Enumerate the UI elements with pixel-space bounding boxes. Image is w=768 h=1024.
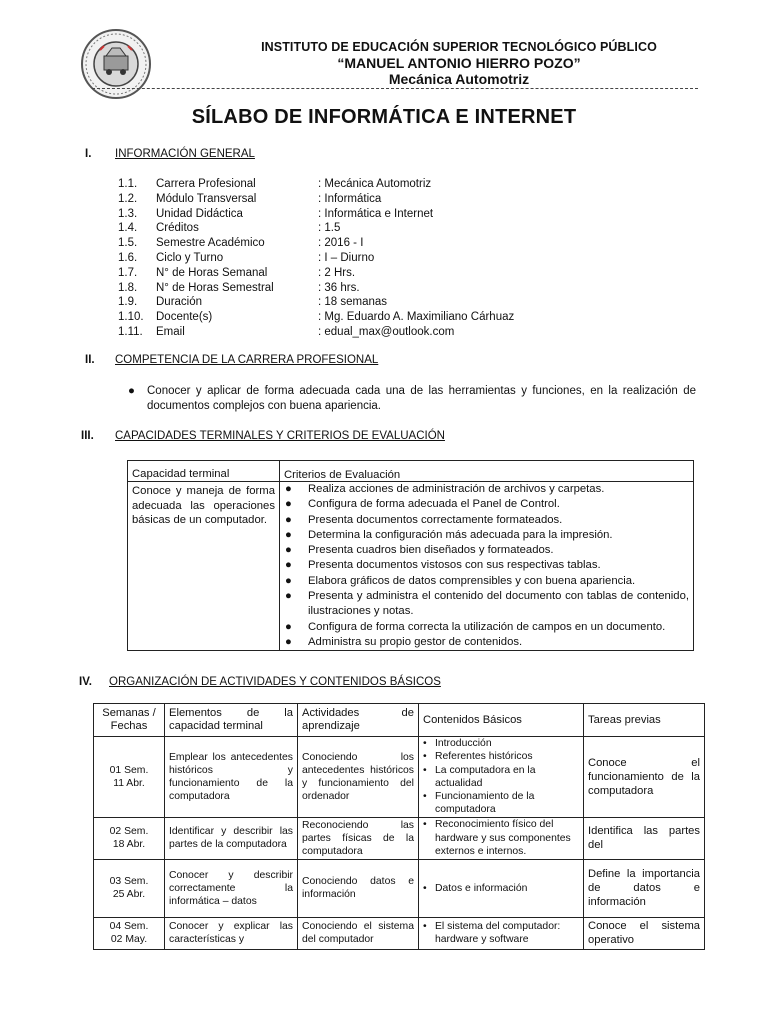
tareas-cell: Define la importancia de datos e información <box>584 859 705 917</box>
table-row <box>94 737 705 818</box>
contenido-text: Funcionamiento de la computadora <box>435 791 535 816</box>
info-number: 1.4. <box>118 222 138 235</box>
criterio-text: Administra su propio gestor de contenidos. <box>308 635 523 648</box>
criterio-text: Realiza acciones de administración de archivos y carpetas. <box>308 483 605 495</box>
column-header: Semanas / Fechas <box>94 704 165 737</box>
list-item <box>284 574 689 589</box>
section-number: IV. <box>79 676 93 688</box>
tareas-cell: Identifica las partes del <box>584 817 705 859</box>
bullet-icon: • <box>423 882 427 894</box>
list-item <box>284 482 689 497</box>
actividades-cell: Conociendo datos e información <box>298 859 419 917</box>
table-row <box>128 482 694 651</box>
info-label: Carrera Profesional <box>156 178 256 190</box>
header-divider <box>92 88 698 89</box>
section-title: COMPETENCIA DE LA CARRERA PROFESIONAL <box>115 354 379 366</box>
info-label: N° de Horas Semestral <box>156 281 274 294</box>
info-number: 1.9. <box>118 296 138 309</box>
contenidos-list <box>423 882 579 895</box>
week-label: 01 Sem. <box>109 764 149 776</box>
list-item <box>423 818 579 858</box>
institution-name: INSTITUTO DE EDUCACIÓN SUPERIOR TECNOLÓGICO PÚBLICO <box>261 40 657 54</box>
criterio-text: Presenta documentos correctamente formateados. <box>308 513 563 526</box>
actividades-cell: Reconociendo las partes físicas de la computadora <box>298 817 419 859</box>
week-cell <box>94 817 165 859</box>
criterio-text: Presenta y administra el contenido del documento con tablas de contenido, ilustraciones y notas. <box>308 590 689 618</box>
section-number: III. <box>81 430 94 442</box>
info-value: : Mecánica Automotriz <box>318 178 432 190</box>
list-item <box>284 513 689 528</box>
organizacion-table <box>93 703 705 950</box>
bullet-icon: ● <box>285 574 292 587</box>
info-label: Ciclo y Turno <box>156 251 224 264</box>
bullet-icon: ● <box>285 544 292 557</box>
info-label: N° de Horas Semanal <box>156 266 268 279</box>
info-label: Email <box>156 325 185 338</box>
institution-header <box>150 40 768 87</box>
contenidos-cell <box>419 817 584 859</box>
date-label: 02 May. <box>110 934 148 946</box>
info-number: 1.6. <box>118 251 138 264</box>
column-header: Capacidad terminal <box>128 461 280 482</box>
info-number: 1.7. <box>118 266 138 279</box>
tareas-cell: Conoce el funcionamiento de la computadora <box>584 737 705 818</box>
contenidos-cell <box>419 859 584 917</box>
info-value: : Informática <box>318 192 382 205</box>
info-label: Semestre Académico <box>156 237 265 250</box>
info-value: : Informática e Internet <box>318 207 434 220</box>
list-item <box>423 764 579 791</box>
week-label: 04 Sem. <box>109 921 149 933</box>
actividades-cell: Conociendo el sistema del computador <box>298 917 419 949</box>
bullet-icon: ● <box>285 528 292 541</box>
table-header-row <box>94 704 705 737</box>
bullet-icon: ● <box>285 590 292 603</box>
info-value: : edual_max@outlook.com <box>318 325 455 338</box>
table-row <box>94 917 705 949</box>
date-label: 11 Abr. <box>113 777 145 789</box>
criterio-text: Presenta cuadros bien diseñados y formateados. <box>308 544 554 557</box>
institution-subname: “MANUEL ANTONIO HIERRO POZO” <box>337 55 581 71</box>
section-title: ORGANIZACIÓN DE ACTIVIDADES Y CONTENIDOS BÁSICOS <box>109 676 441 688</box>
info-label: Docente(s) <box>156 311 213 324</box>
bullet-icon: • <box>423 819 427 831</box>
tareas-cell: Conoce el sistema operativo <box>584 917 705 949</box>
bullet-icon: ● <box>285 483 292 495</box>
elementos-cell: Emplear los antecedentes históricos y funcionamiento de la computadora <box>165 737 298 818</box>
criterio-text: Elabora gráficos de datos comprensibles y con buena apariencia. <box>308 574 636 587</box>
contenidos-cell <box>419 737 584 818</box>
week-label: 03 Sem. <box>109 876 149 888</box>
list-item <box>284 635 689 650</box>
table-row <box>94 859 705 917</box>
capacidades-table <box>127 460 694 651</box>
elementos-cell: Identificar y describir las partes de la computadora <box>165 817 298 859</box>
contenido-text: La computadora en la actualidad <box>435 764 536 789</box>
criterios-cell <box>280 482 694 651</box>
column-header: Tareas previas <box>584 704 705 737</box>
section-title: INFORMACIÓN GENERAL <box>115 148 255 160</box>
bullet-icon: • <box>423 791 427 803</box>
elementos-cell: Conocer y describir correctamente la informática – datos <box>165 859 298 917</box>
table-header-row <box>128 461 694 482</box>
bullet-icon: ● <box>285 513 292 526</box>
info-label: Unidad Didáctica <box>156 207 243 220</box>
criterio-text: Configura de forma correcta la utilización de campos en un documento. <box>308 620 666 633</box>
criterios-list <box>284 482 689 650</box>
contenidos-list <box>423 818 579 858</box>
info-number: 1.8. <box>118 281 138 294</box>
actividades-cell: Conociendo los antecedentes históricos y funcionamiento del ordenador <box>298 737 419 818</box>
column-header: Contenidos Básicos <box>419 704 584 737</box>
date-label: 25 Abr. <box>112 889 146 901</box>
info-number: 1.3. <box>118 207 138 220</box>
contenido-text: Referentes históricos <box>435 751 533 763</box>
career-name: Mecánica Automotriz <box>388 71 530 87</box>
capacidad-cell: Conoce y maneja de forma adecuada las operaciones básicas de un computador. <box>128 482 280 651</box>
list-item <box>423 920 579 947</box>
info-number: 1.2. <box>118 192 138 205</box>
section-title: CAPACIDADES TERMINALES Y CRITERIOS DE EVALUACIÓN <box>115 430 445 442</box>
institute-seal-icon <box>80 28 152 100</box>
contenido-text: Introducción <box>435 738 492 749</box>
table-row <box>94 817 705 859</box>
bullet-icon: • <box>423 751 427 763</box>
week-cell <box>94 917 165 949</box>
info-value: : 2016 - I <box>318 237 364 250</box>
column-header: Elementos de la capacidad terminal <box>165 704 298 737</box>
list-item <box>284 497 689 512</box>
contenido-text: El sistema del computador: hardware y software <box>435 920 561 946</box>
week-cell <box>94 859 165 917</box>
contenidos-list <box>423 737 579 817</box>
list-item <box>284 558 689 573</box>
info-number: 1.10. <box>118 311 144 324</box>
contenidos-list <box>423 920 579 947</box>
bullet-icon: ● <box>285 498 292 511</box>
list-item <box>284 528 689 543</box>
date-label: 18 Abr. <box>112 839 146 851</box>
info-label: Créditos <box>156 222 199 235</box>
column-header: Actividades de aprendizaje <box>298 704 419 737</box>
info-value: : I – Diurno <box>318 251 375 264</box>
info-value: : 1.5 <box>318 222 341 235</box>
column-header: Criterios de Evaluación <box>280 461 694 482</box>
bullet-icon: • <box>423 738 427 749</box>
bullet-icon: ● <box>128 385 135 397</box>
week-cell <box>94 737 165 818</box>
document-title: SÍLABO DE INFORMÁTICA E INTERNET <box>191 106 577 128</box>
competencia-text: Conocer y aplicar de forma adecuada cada una de las herramientas y funciones, en la realización de documentos complejos con buena apariencia. <box>147 385 696 412</box>
info-value: : 18 semanas <box>318 296 388 309</box>
info-label: Duración <box>156 296 203 309</box>
list-item <box>423 750 579 763</box>
info-number: 1.11. <box>118 325 143 338</box>
elementos-cell: Conocer y explicar las características y <box>165 917 298 949</box>
list-item <box>423 737 579 750</box>
bullet-icon: • <box>423 764 427 776</box>
competencia-paragraph <box>128 384 696 414</box>
criterio-text: Presenta documentos vistosos con sus respectivas tablas. <box>308 559 601 572</box>
bullet-icon: ● <box>285 559 292 572</box>
info-value: : 2 Hrs. <box>318 266 356 279</box>
contenidos-cell <box>419 917 584 949</box>
section-number: I. <box>85 148 92 160</box>
info-value: : 36 hrs. <box>318 281 360 294</box>
criterio-text: Configura de forma adecuada el Panel de Control. <box>308 498 560 511</box>
bullet-icon: ● <box>285 620 292 633</box>
week-label: 02 Sem. <box>109 826 149 838</box>
bullet-icon: • <box>423 920 427 932</box>
list-item <box>423 790 579 817</box>
info-number: 1.5. <box>118 237 138 250</box>
list-item <box>284 620 689 635</box>
list-item <box>284 589 689 620</box>
bullet-icon: ● <box>285 635 292 648</box>
info-label: Módulo Transversal <box>156 192 257 205</box>
criterio-text: Determina la configuración más adecuada para la impresión. <box>308 528 613 541</box>
contenido-text: Reconocimiento físico del hardware y sus componentes externos e internos. <box>435 819 571 857</box>
list-item <box>423 882 579 895</box>
section-number: II. <box>85 354 95 366</box>
info-number: 1.1. <box>118 178 138 190</box>
list-item <box>284 543 689 558</box>
info-value: : Mg. Eduardo A. Maximiliano Cárhuaz <box>318 311 515 324</box>
contenido-text: Datos e información <box>435 882 528 894</box>
